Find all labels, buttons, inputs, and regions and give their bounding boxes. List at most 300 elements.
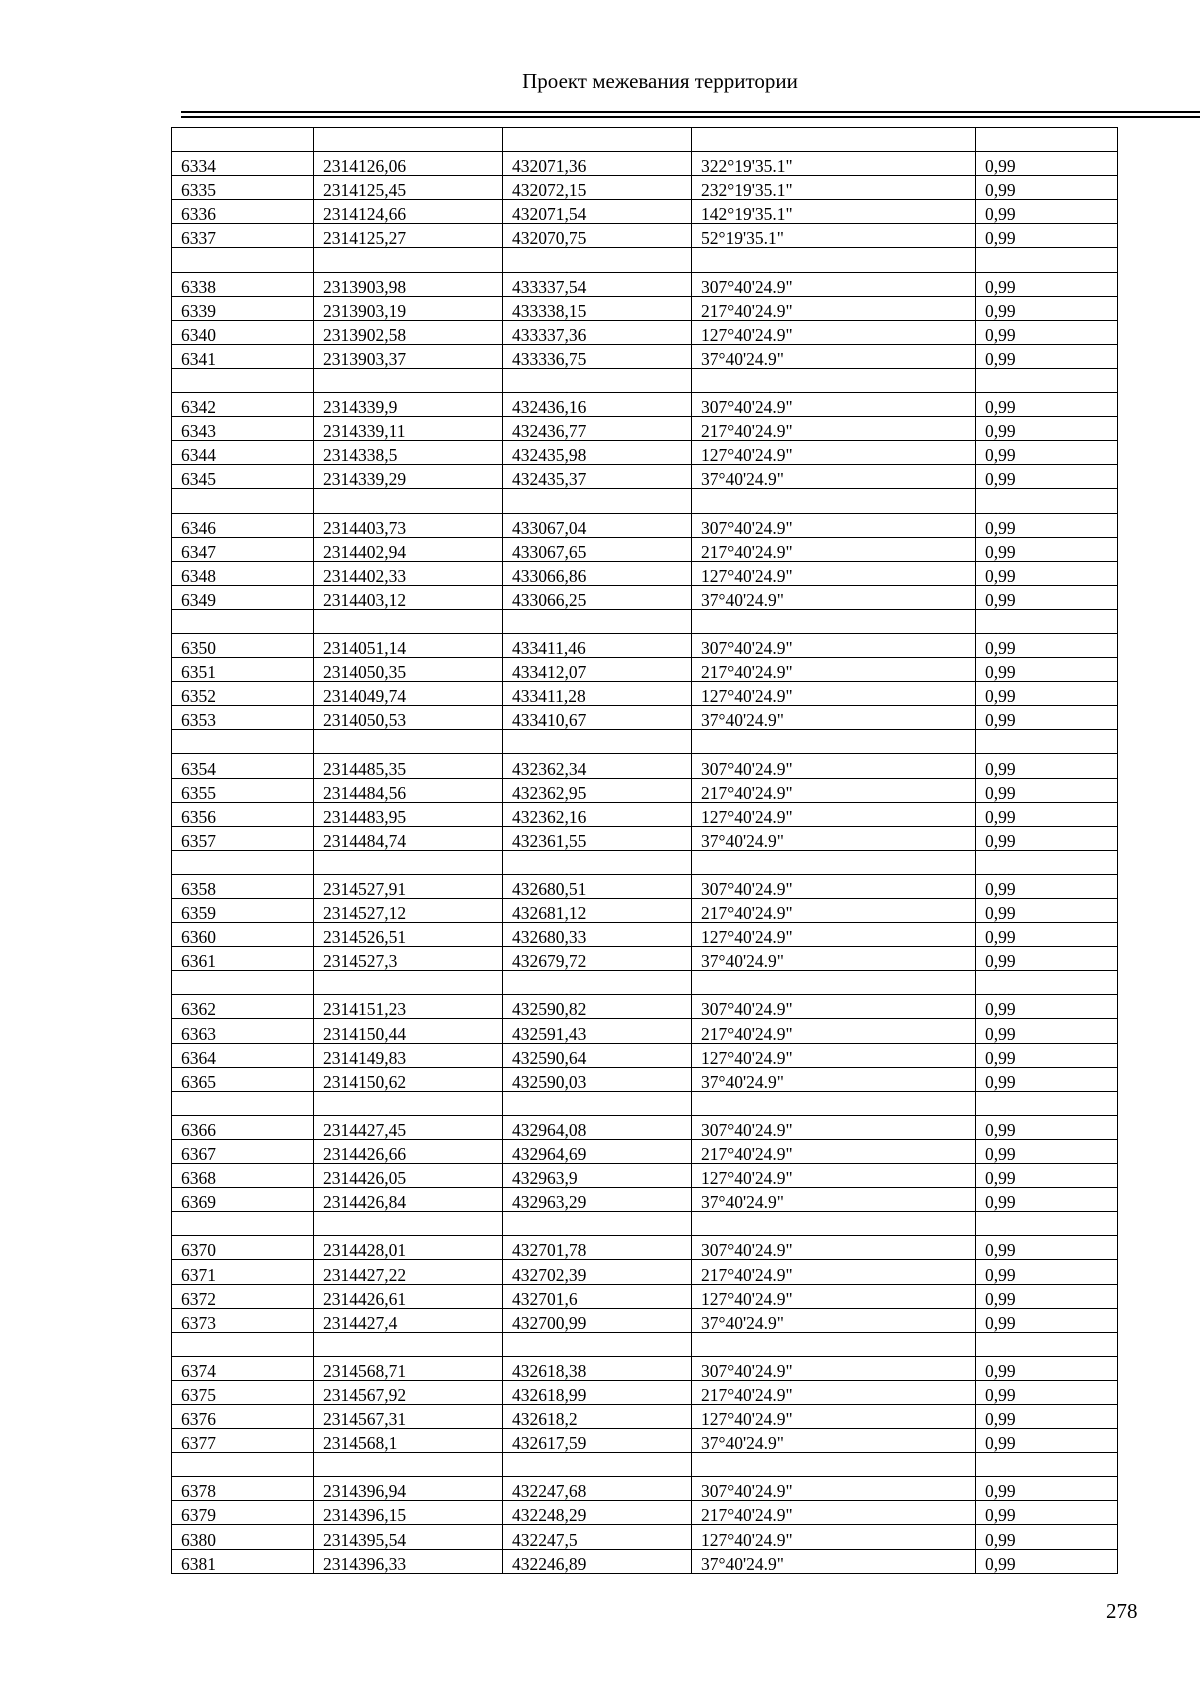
- y-coordinate-cell: 433067,65: [503, 537, 692, 561]
- y-coordinate-cell: 432071,36: [503, 152, 692, 176]
- y-coordinate-cell: 432362,34: [503, 754, 692, 778]
- direction-angle-cell: 307°40'24.9": [692, 272, 976, 296]
- empty-cell: [692, 128, 976, 152]
- separator-row: [172, 1091, 1118, 1115]
- y-coordinate-cell: 432680,51: [503, 874, 692, 898]
- point-number-cell: 6356: [172, 802, 314, 826]
- length-cell: 0,99: [976, 923, 1118, 947]
- direction-angle-cell: 37°40'24.9": [692, 465, 976, 489]
- x-coordinate-cell: 2314050,35: [314, 658, 503, 682]
- length-cell: 0,99: [976, 1067, 1118, 1091]
- separator-row: [172, 850, 1118, 874]
- empty-cell: [314, 609, 503, 633]
- y-coordinate-cell: 433066,86: [503, 561, 692, 585]
- length-cell: 0,99: [976, 1308, 1118, 1332]
- point-number-cell: 6353: [172, 706, 314, 730]
- point-number-cell: 6338: [172, 272, 314, 296]
- length-cell: 0,99: [976, 1115, 1118, 1139]
- table-row: [172, 1188, 1118, 1212]
- separator-row: [172, 1212, 1118, 1236]
- direction-angle-cell: 307°40'24.9": [692, 393, 976, 417]
- x-coordinate-cell: 2314402,94: [314, 537, 503, 561]
- x-coordinate-cell: 2314484,56: [314, 778, 503, 802]
- x-coordinate-cell: 2314050,53: [314, 706, 503, 730]
- table-row: [172, 658, 1118, 682]
- y-coordinate-cell: 433336,75: [503, 344, 692, 368]
- empty-cell: [692, 730, 976, 754]
- y-coordinate-cell: 432362,16: [503, 802, 692, 826]
- table-row: [172, 682, 1118, 706]
- length-cell: 0,99: [976, 1019, 1118, 1043]
- x-coordinate-cell: 2314485,35: [314, 754, 503, 778]
- length-cell: 0,99: [976, 1501, 1118, 1525]
- length-cell: 0,99: [976, 1477, 1118, 1501]
- table-row: [172, 537, 1118, 561]
- point-number-cell: 6340: [172, 320, 314, 344]
- direction-angle-cell: 217°40'24.9": [692, 899, 976, 923]
- x-coordinate-cell: 2314426,61: [314, 1284, 503, 1308]
- x-coordinate-cell: 2314526,51: [314, 923, 503, 947]
- empty-cell: [503, 128, 692, 152]
- length-cell: 0,99: [976, 947, 1118, 971]
- empty-cell: [503, 248, 692, 272]
- empty-cell: [503, 1212, 692, 1236]
- table-row: [172, 1260, 1118, 1284]
- direction-angle-cell: 217°40'24.9": [692, 1139, 976, 1163]
- table-row: [172, 1380, 1118, 1404]
- length-cell: 0,99: [976, 1188, 1118, 1212]
- length-cell: 0,99: [976, 537, 1118, 561]
- length-cell: 0,99: [976, 874, 1118, 898]
- direction-angle-cell: 37°40'24.9": [692, 1429, 976, 1453]
- length-cell: 0,99: [976, 1284, 1118, 1308]
- point-number-cell: 6336: [172, 200, 314, 224]
- direction-angle-cell: 217°40'24.9": [692, 1260, 976, 1284]
- empty-cell: [976, 489, 1118, 513]
- length-cell: 0,99: [976, 1429, 1118, 1453]
- y-coordinate-cell: 433337,54: [503, 272, 692, 296]
- length-cell: 0,99: [976, 899, 1118, 923]
- point-number-cell: 6335: [172, 176, 314, 200]
- point-number-cell: 6359: [172, 899, 314, 923]
- point-number-cell: 6367: [172, 1139, 314, 1163]
- direction-angle-cell: 307°40'24.9": [692, 874, 976, 898]
- table-row: [172, 1164, 1118, 1188]
- table-row: [172, 1308, 1118, 1332]
- empty-cell: [976, 1212, 1118, 1236]
- y-coordinate-cell: 432680,33: [503, 923, 692, 947]
- direction-angle-cell: 217°40'24.9": [692, 1501, 976, 1525]
- direction-angle-cell: 307°40'24.9": [692, 995, 976, 1019]
- separator-row: [172, 1332, 1118, 1356]
- direction-angle-cell: 217°40'24.9": [692, 537, 976, 561]
- x-coordinate-cell: 2314527,91: [314, 874, 503, 898]
- coordinates-table-body: [172, 128, 1118, 1574]
- table-row: [172, 585, 1118, 609]
- y-coordinate-cell: 432590,82: [503, 995, 692, 1019]
- table-row: [172, 826, 1118, 850]
- table-row: [172, 393, 1118, 417]
- empty-cell: [172, 850, 314, 874]
- empty-cell: [314, 850, 503, 874]
- point-number-cell: 6379: [172, 1501, 314, 1525]
- y-coordinate-cell: 432436,77: [503, 417, 692, 441]
- length-cell: 0,99: [976, 465, 1118, 489]
- point-number-cell: 6357: [172, 826, 314, 850]
- y-coordinate-cell: 432963,29: [503, 1188, 692, 1212]
- table-row: [172, 874, 1118, 898]
- empty-cell: [314, 730, 503, 754]
- y-coordinate-cell: 432070,75: [503, 224, 692, 248]
- length-cell: 0,99: [976, 1525, 1118, 1549]
- x-coordinate-cell: 2313903,98: [314, 272, 503, 296]
- table-row: [172, 995, 1118, 1019]
- direction-angle-cell: 127°40'24.9": [692, 682, 976, 706]
- point-number-cell: 6377: [172, 1429, 314, 1453]
- direction-angle-cell: 37°40'24.9": [692, 344, 976, 368]
- y-coordinate-cell: 433412,07: [503, 658, 692, 682]
- point-number-cell: 6375: [172, 1380, 314, 1404]
- y-coordinate-cell: 432590,64: [503, 1043, 692, 1067]
- point-number-cell: 6366: [172, 1115, 314, 1139]
- point-number-cell: 6334: [172, 152, 314, 176]
- y-coordinate-cell: 433411,28: [503, 682, 692, 706]
- direction-angle-cell: 217°40'24.9": [692, 417, 976, 441]
- point-number-cell: 6365: [172, 1067, 314, 1091]
- empty-cell: [976, 1453, 1118, 1477]
- y-coordinate-cell: 432963,9: [503, 1164, 692, 1188]
- x-coordinate-cell: 2314402,33: [314, 561, 503, 585]
- x-coordinate-cell: 2314395,54: [314, 1525, 503, 1549]
- point-number-cell: 6354: [172, 754, 314, 778]
- empty-cell: [503, 609, 692, 633]
- x-coordinate-cell: 2314403,73: [314, 513, 503, 537]
- empty-cell: [172, 1453, 314, 1477]
- y-coordinate-cell: 432701,78: [503, 1236, 692, 1260]
- table-row: [172, 296, 1118, 320]
- table-row: [172, 947, 1118, 971]
- y-coordinate-cell: 432247,5: [503, 1525, 692, 1549]
- point-number-cell: 6381: [172, 1549, 314, 1573]
- point-number-cell: 6376: [172, 1404, 314, 1428]
- length-cell: 0,99: [976, 658, 1118, 682]
- direction-angle-cell: 217°40'24.9": [692, 1380, 976, 1404]
- y-coordinate-cell: 432436,16: [503, 393, 692, 417]
- point-number-cell: 6337: [172, 224, 314, 248]
- direction-angle-cell: 37°40'24.9": [692, 1549, 976, 1573]
- y-coordinate-cell: 432618,2: [503, 1404, 692, 1428]
- empty-cell: [503, 971, 692, 995]
- x-coordinate-cell: 2314567,92: [314, 1380, 503, 1404]
- y-coordinate-cell: 432591,43: [503, 1019, 692, 1043]
- empty-cell: [692, 489, 976, 513]
- y-coordinate-cell: 433337,36: [503, 320, 692, 344]
- x-coordinate-cell: 2314338,5: [314, 441, 503, 465]
- table-row: [172, 1019, 1118, 1043]
- direction-angle-cell: 127°40'24.9": [692, 441, 976, 465]
- x-coordinate-cell: 2314051,14: [314, 633, 503, 657]
- y-coordinate-cell: 432246,89: [503, 1549, 692, 1573]
- y-coordinate-cell: 432072,15: [503, 176, 692, 200]
- direction-angle-cell: 217°40'24.9": [692, 1019, 976, 1043]
- table-row: [172, 1525, 1118, 1549]
- direction-angle-cell: 307°40'24.9": [692, 1115, 976, 1139]
- table-row: [172, 1549, 1118, 1573]
- length-cell: 0,99: [976, 1404, 1118, 1428]
- table-row: [172, 1477, 1118, 1501]
- length-cell: 0,99: [976, 585, 1118, 609]
- x-coordinate-cell: 2314396,15: [314, 1501, 503, 1525]
- table-row: [172, 1067, 1118, 1091]
- direction-angle-cell: 37°40'24.9": [692, 585, 976, 609]
- empty-cell: [172, 248, 314, 272]
- point-number-cell: 6342: [172, 393, 314, 417]
- x-coordinate-cell: 2314049,74: [314, 682, 503, 706]
- empty-cell: [314, 971, 503, 995]
- y-coordinate-cell: 432964,69: [503, 1139, 692, 1163]
- separator-row: [172, 368, 1118, 392]
- table-row: [172, 320, 1118, 344]
- direction-angle-cell: 217°40'24.9": [692, 296, 976, 320]
- length-cell: 0,99: [976, 417, 1118, 441]
- separator-row: [172, 971, 1118, 995]
- point-number-cell: 6380: [172, 1525, 314, 1549]
- empty-cell: [314, 1091, 503, 1115]
- x-coordinate-cell: 2314403,12: [314, 585, 503, 609]
- x-coordinate-cell: 2314149,83: [314, 1043, 503, 1067]
- length-cell: 0,99: [976, 200, 1118, 224]
- x-coordinate-cell: 2314125,27: [314, 224, 503, 248]
- direction-angle-cell: 127°40'24.9": [692, 1525, 976, 1549]
- empty-cell: [314, 128, 503, 152]
- point-number-cell: 6374: [172, 1356, 314, 1380]
- x-coordinate-cell: 2314568,1: [314, 1429, 503, 1453]
- point-number-cell: 6362: [172, 995, 314, 1019]
- y-coordinate-cell: 432362,95: [503, 778, 692, 802]
- point-number-cell: 6378: [172, 1477, 314, 1501]
- empty-cell: [976, 609, 1118, 633]
- direction-angle-cell: 127°40'24.9": [692, 1164, 976, 1188]
- empty-cell: [692, 1212, 976, 1236]
- direction-angle-cell: 127°40'24.9": [692, 923, 976, 947]
- y-coordinate-cell: 432617,59: [503, 1429, 692, 1453]
- separator-row: [172, 489, 1118, 513]
- table-row: [172, 224, 1118, 248]
- length-cell: 0,99: [976, 1380, 1118, 1404]
- length-cell: 0,99: [976, 513, 1118, 537]
- point-number-cell: 6341: [172, 344, 314, 368]
- empty-cell: [172, 1212, 314, 1236]
- empty-cell: [976, 1332, 1118, 1356]
- length-cell: 0,99: [976, 682, 1118, 706]
- empty-cell: [314, 1453, 503, 1477]
- separator-row: [172, 730, 1118, 754]
- length-cell: 0,99: [976, 393, 1118, 417]
- x-coordinate-cell: 2314568,71: [314, 1356, 503, 1380]
- empty-cell: [976, 368, 1118, 392]
- direction-angle-cell: 322°19'35.1": [692, 152, 976, 176]
- table-row: [172, 923, 1118, 947]
- length-cell: 0,99: [976, 778, 1118, 802]
- length-cell: 0,99: [976, 224, 1118, 248]
- length-cell: 0,99: [976, 296, 1118, 320]
- separator-row: [172, 1453, 1118, 1477]
- y-coordinate-cell: 433338,15: [503, 296, 692, 320]
- table-row: [172, 1284, 1118, 1308]
- empty-cell: [172, 1332, 314, 1356]
- point-number-cell: 6368: [172, 1164, 314, 1188]
- length-cell: 0,99: [976, 272, 1118, 296]
- direction-angle-cell: 37°40'24.9": [692, 1308, 976, 1332]
- empty-cell: [314, 1212, 503, 1236]
- length-cell: 0,99: [976, 320, 1118, 344]
- direction-angle-cell: 127°40'24.9": [692, 802, 976, 826]
- header-rule-bottom: [181, 116, 1200, 118]
- x-coordinate-cell: 2314428,01: [314, 1236, 503, 1260]
- page-title: Проект межевания территории: [522, 69, 798, 93]
- direction-angle-cell: 217°40'24.9": [692, 778, 976, 802]
- direction-angle-cell: 307°40'24.9": [692, 1356, 976, 1380]
- empty-cell: [503, 1332, 692, 1356]
- point-number-cell: 6346: [172, 513, 314, 537]
- y-coordinate-cell: 433410,67: [503, 706, 692, 730]
- x-coordinate-cell: 2314396,94: [314, 1477, 503, 1501]
- empty-cell: [692, 1091, 976, 1115]
- x-coordinate-cell: 2314150,44: [314, 1019, 503, 1043]
- separator-row: [172, 128, 1118, 152]
- empty-cell: [976, 1091, 1118, 1115]
- direction-angle-cell: 52°19'35.1": [692, 224, 976, 248]
- length-cell: 0,99: [976, 1549, 1118, 1573]
- y-coordinate-cell: 432700,99: [503, 1308, 692, 1332]
- length-cell: 0,99: [976, 441, 1118, 465]
- direction-angle-cell: 307°40'24.9": [692, 633, 976, 657]
- y-coordinate-cell: 432435,98: [503, 441, 692, 465]
- empty-cell: [976, 128, 1118, 152]
- length-cell: 0,99: [976, 802, 1118, 826]
- table-row: [172, 778, 1118, 802]
- x-coordinate-cell: 2314527,12: [314, 899, 503, 923]
- point-number-cell: 6373: [172, 1308, 314, 1332]
- table-row: [172, 465, 1118, 489]
- table-row: [172, 1115, 1118, 1139]
- y-coordinate-cell: 432435,37: [503, 465, 692, 489]
- x-coordinate-cell: 2314150,62: [314, 1067, 503, 1091]
- direction-angle-cell: 232°19'35.1": [692, 176, 976, 200]
- y-coordinate-cell: 432681,12: [503, 899, 692, 923]
- y-coordinate-cell: 432679,72: [503, 947, 692, 971]
- direction-angle-cell: 307°40'24.9": [692, 1236, 976, 1260]
- length-cell: 0,99: [976, 1139, 1118, 1163]
- empty-cell: [692, 368, 976, 392]
- x-coordinate-cell: 2314427,4: [314, 1308, 503, 1332]
- direction-angle-cell: 37°40'24.9": [692, 826, 976, 850]
- point-number-cell: 6371: [172, 1260, 314, 1284]
- length-cell: 0,99: [976, 706, 1118, 730]
- empty-cell: [172, 489, 314, 513]
- y-coordinate-cell: 432590,03: [503, 1067, 692, 1091]
- empty-cell: [976, 850, 1118, 874]
- empty-cell: [172, 971, 314, 995]
- length-cell: 0,99: [976, 1043, 1118, 1067]
- length-cell: 0,99: [976, 561, 1118, 585]
- table-row: [172, 561, 1118, 585]
- empty-cell: [692, 971, 976, 995]
- direction-angle-cell: 307°40'24.9": [692, 513, 976, 537]
- point-number-cell: 6358: [172, 874, 314, 898]
- x-coordinate-cell: 2313903,19: [314, 296, 503, 320]
- point-number-cell: 6355: [172, 778, 314, 802]
- direction-angle-cell: 37°40'24.9": [692, 1067, 976, 1091]
- table-row: [172, 344, 1118, 368]
- length-cell: 0,99: [976, 1164, 1118, 1188]
- point-number-cell: 6352: [172, 682, 314, 706]
- empty-cell: [172, 368, 314, 392]
- x-coordinate-cell: 2314124,66: [314, 200, 503, 224]
- y-coordinate-cell: 432701,6: [503, 1284, 692, 1308]
- empty-cell: [172, 609, 314, 633]
- table-row: [172, 441, 1118, 465]
- table-row: [172, 1236, 1118, 1260]
- point-number-cell: 6344: [172, 441, 314, 465]
- point-number-cell: 6349: [172, 585, 314, 609]
- table-row: [172, 1404, 1118, 1428]
- separator-row: [172, 248, 1118, 272]
- x-coordinate-cell: 2314567,31: [314, 1404, 503, 1428]
- length-cell: 0,99: [976, 1260, 1118, 1284]
- point-number-cell: 6348: [172, 561, 314, 585]
- x-coordinate-cell: 2313903,37: [314, 344, 503, 368]
- x-coordinate-cell: 2314527,3: [314, 947, 503, 971]
- direction-angle-cell: 307°40'24.9": [692, 1477, 976, 1501]
- empty-cell: [172, 730, 314, 754]
- point-number-cell: 6372: [172, 1284, 314, 1308]
- table-row: [172, 513, 1118, 537]
- empty-cell: [692, 609, 976, 633]
- direction-angle-cell: 37°40'24.9": [692, 1188, 976, 1212]
- y-coordinate-cell: 432361,55: [503, 826, 692, 850]
- empty-cell: [503, 850, 692, 874]
- empty-cell: [314, 489, 503, 513]
- point-number-cell: 6363: [172, 1019, 314, 1043]
- empty-cell: [692, 1453, 976, 1477]
- header-rule-top: [181, 111, 1200, 113]
- table-row: [172, 754, 1118, 778]
- point-number-cell: 6370: [172, 1236, 314, 1260]
- separator-row: [172, 609, 1118, 633]
- empty-cell: [976, 730, 1118, 754]
- table-row: [172, 176, 1118, 200]
- y-coordinate-cell: 432964,08: [503, 1115, 692, 1139]
- x-coordinate-cell: 2314427,45: [314, 1115, 503, 1139]
- empty-cell: [172, 128, 314, 152]
- page-number: 278: [1106, 1599, 1138, 1623]
- x-coordinate-cell: 2314339,9: [314, 393, 503, 417]
- empty-cell: [692, 850, 976, 874]
- direction-angle-cell: 127°40'24.9": [692, 561, 976, 585]
- point-number-cell: 6351: [172, 658, 314, 682]
- empty-cell: [503, 1453, 692, 1477]
- x-coordinate-cell: 2313902,58: [314, 320, 503, 344]
- x-coordinate-cell: 2314426,66: [314, 1139, 503, 1163]
- y-coordinate-cell: 432248,29: [503, 1501, 692, 1525]
- y-coordinate-cell: 432702,39: [503, 1260, 692, 1284]
- point-number-cell: 6343: [172, 417, 314, 441]
- point-number-cell: 6360: [172, 923, 314, 947]
- x-coordinate-cell: 2314339,11: [314, 417, 503, 441]
- x-coordinate-cell: 2314426,84: [314, 1188, 503, 1212]
- y-coordinate-cell: 432618,99: [503, 1380, 692, 1404]
